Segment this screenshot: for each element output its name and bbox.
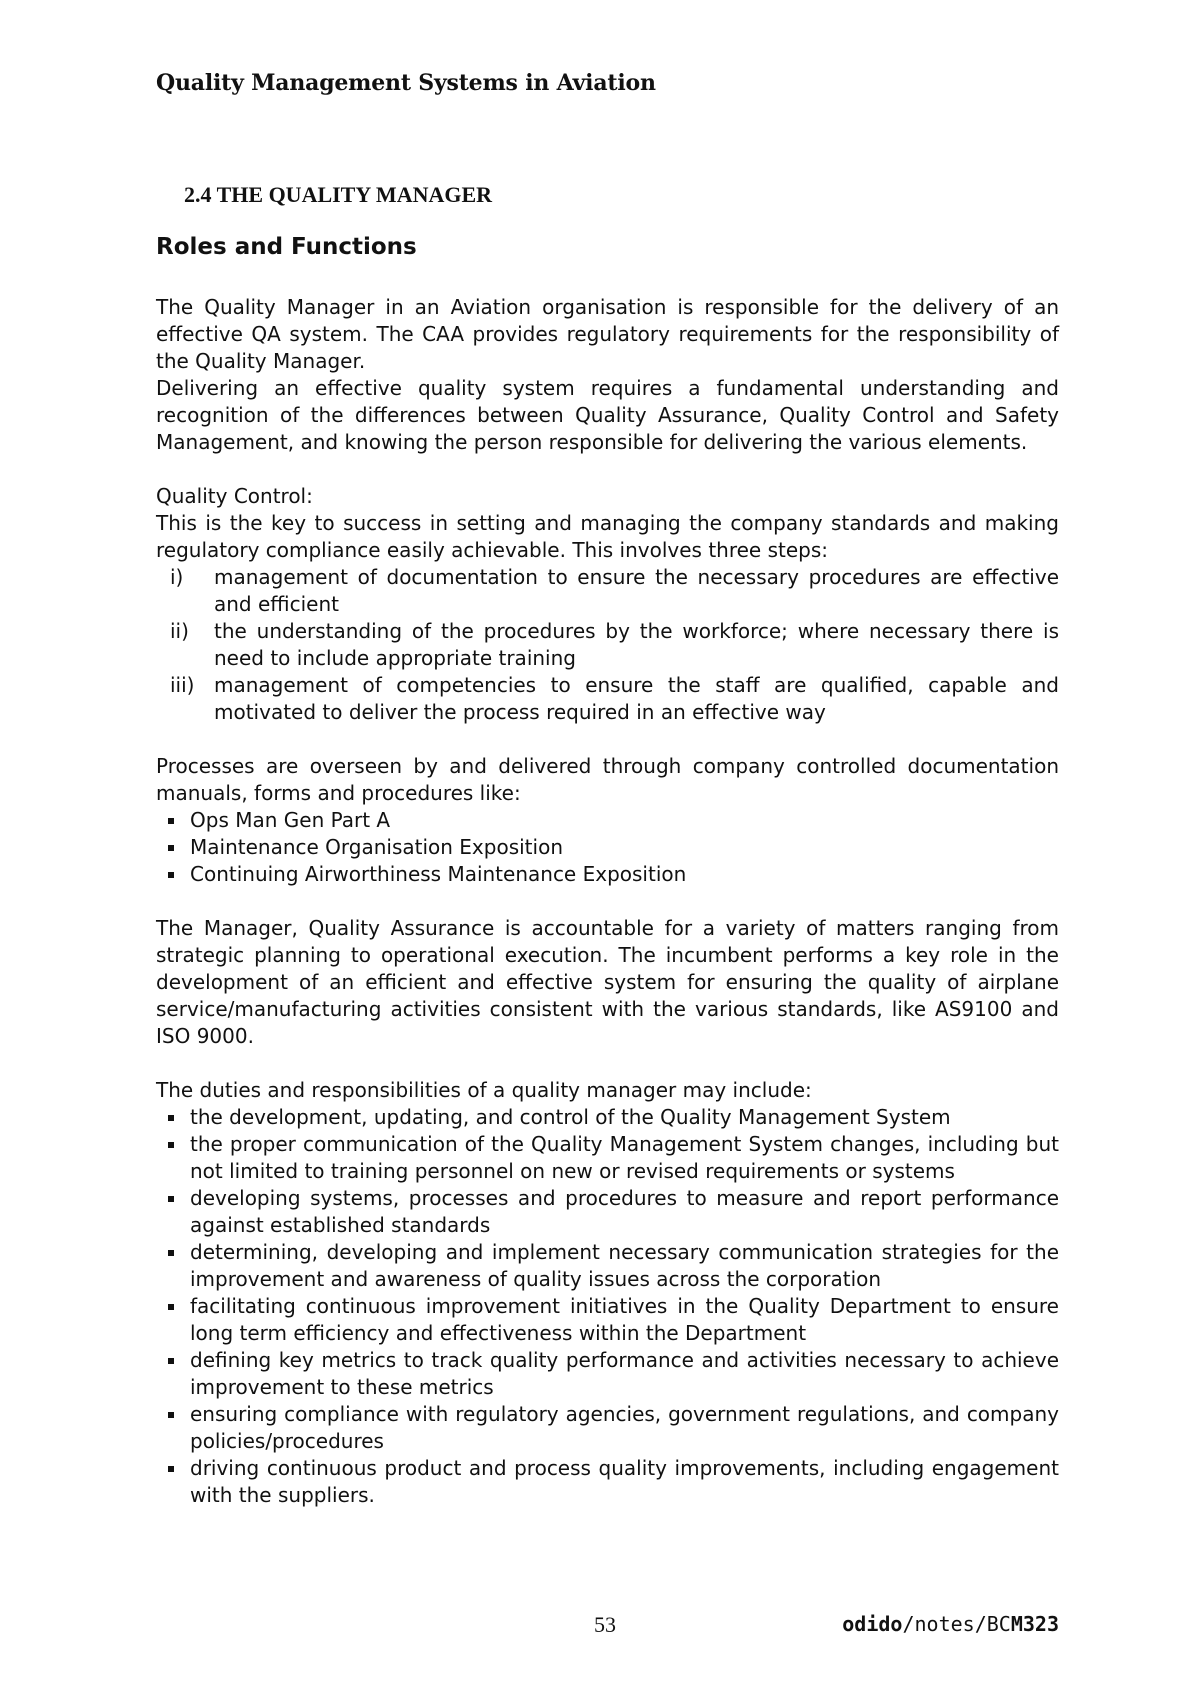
list-item-text: driving continuous product and process quality improvements, including engagement with the suppliers.: [190, 1456, 1059, 1507]
list-item-text: Maintenance Organisation Exposition: [190, 835, 563, 859]
list-item-text: facilitating continuous improvement initiatives in the Quality Department to ensure long term efficiency and effectiveness within the Department: [190, 1294, 1059, 1345]
list-number: ii): [170, 619, 189, 643]
list-item-text: ensuring compliance with regulatory agencies, government regulations, and company policies/procedures: [190, 1402, 1059, 1453]
list-item-text: developing systems, processes and procedures to measure and report performance against established standards: [190, 1186, 1059, 1237]
list-item: [156, 1347, 1059, 1401]
paragraph-delivering: Delivering an effective quality system requires a fundamental understanding and recognition of the differences between Quality Assurance, Quality Control and Safety Management, and knowing the person responsible for delivering the various elements.: [156, 376, 1059, 454]
bullet-icon: [168, 1142, 174, 1148]
list-item-text: management of documentation to ensure the necessary procedures are effective and efficient: [214, 565, 1059, 616]
sub-heading: Roles and Functions: [156, 234, 417, 260]
list-item: [156, 861, 1059, 888]
paragraph-intro: The Quality Manager in an Aviation organisation is responsible for the delivery of an effective QA system. The CAA provides regulatory requirements for the responsibility of the Quality Manager.: [156, 295, 1059, 373]
running-head: Quality Management Systems in Aviation: [156, 70, 656, 96]
manager-paragraph: The Manager, Quality Assurance is accountable for a variety of matters ranging from strategic planning to operational execution. The incumbent performs a key role in the development of an efficient and effective system for ensuring the quality of airplane service/manufacturing activities consistent with the various standards, like AS9100 and ISO 9000.: [156, 916, 1059, 1048]
bullet-icon: [168, 1412, 174, 1418]
footer-reference: [842, 1612, 1059, 1636]
bullet-icon: [168, 818, 174, 824]
footer-ref-part: odido: [842, 1612, 903, 1636]
bullet-icon: [168, 1196, 174, 1202]
list-item: [156, 672, 1059, 726]
quality-control-label: Quality Control:: [156, 484, 313, 508]
list-item-text: management of competencies to ensure the staff are qualified, capable and motivated to deliver the process required in an effective way: [214, 673, 1059, 724]
quality-control-intro: This is the key to success in setting and managing the company standards and making regulatory compliance easily achievable. This involves three steps:: [156, 511, 1059, 562]
list-item-text: determining, developing and implement necessary communication strategies for the improvement and awareness of quality issues across the corporation: [190, 1240, 1059, 1291]
bullet-icon: [168, 1115, 174, 1121]
page-number: 53: [594, 1612, 616, 1637]
list-item-text: the understanding of the procedures by the workforce; where necessary there is need to include appropriate training: [214, 619, 1059, 670]
bullet-icon: [168, 1304, 174, 1310]
list-item: [156, 1239, 1059, 1293]
bullet-icon: [168, 1466, 174, 1472]
list-item: [156, 1185, 1059, 1239]
list-item-text: Ops Man Gen Part A: [190, 808, 391, 832]
manuals-list: [156, 807, 1059, 888]
section-heading: 2.4 THE QUALITY MANAGER: [184, 182, 493, 207]
bullet-icon: [168, 1358, 174, 1364]
duties-list: [156, 1104, 1059, 1509]
processes-intro: Processes are overseen by and delivered through company controlled documentation manuals, forms and procedures like:: [156, 754, 1059, 805]
list-item-text: the proper communication of the Quality Management System changes, including but not limited to training personnel on new or revised requirements or systems: [190, 1132, 1059, 1183]
list-item: [156, 1455, 1059, 1509]
list-item-text: Continuing Airworthiness Maintenance Exposition: [190, 862, 687, 886]
list-number: iii): [170, 673, 195, 697]
body-text: [156, 294, 1059, 1509]
bullet-icon: [168, 845, 174, 851]
duties-intro: The duties and responsibilities of a quality manager may include:: [156, 1078, 812, 1102]
list-item: [156, 1131, 1059, 1185]
list-item: [156, 807, 1059, 834]
footer-ref-part: /notes/BC: [902, 1612, 1011, 1636]
list-number: i): [170, 565, 184, 589]
list-item: [156, 618, 1059, 672]
bullet-icon: [168, 1250, 174, 1256]
list-item: [156, 564, 1059, 618]
list-item-text: defining key metrics to track quality performance and activities necessary to achieve improvement to these metrics: [190, 1348, 1059, 1399]
list-item-text: the development, updating, and control of the Quality Management System: [190, 1105, 951, 1129]
list-item: [156, 834, 1059, 861]
list-item: [156, 1293, 1059, 1347]
footer-ref-part: M323: [1010, 1612, 1059, 1636]
list-item: [156, 1401, 1059, 1455]
bullet-icon: [168, 872, 174, 878]
steps-list: [156, 564, 1059, 726]
list-item: [156, 1104, 1059, 1131]
